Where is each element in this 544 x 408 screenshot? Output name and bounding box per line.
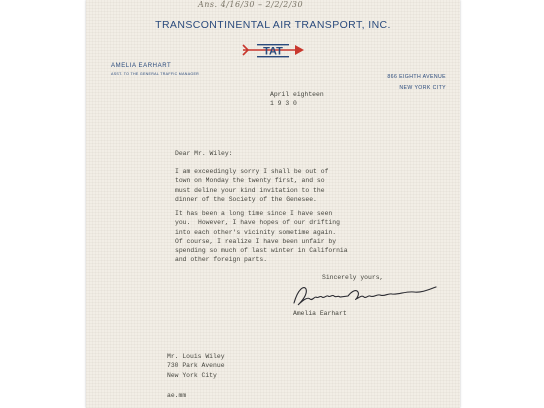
closing: Sincerely yours,	[322, 274, 384, 281]
address-line: 866 EIGHTH AVENUE	[387, 74, 446, 80]
paragraph-2	[175, 209, 348, 265]
date-year: 1 9 3 0	[270, 100, 297, 108]
text-line: must deline your kind invitation to the	[175, 186, 325, 194]
signature	[290, 283, 440, 309]
signature-stroke	[294, 287, 436, 305]
typed-signature-name: Amelia Earhart	[293, 310, 347, 317]
letter-paper	[86, 0, 460, 408]
sender-title: ASST. TO THE GENERAL TRAFFIC MANAGER	[111, 72, 200, 76]
text-line: I am exceedingly sorry I shall be out of	[175, 168, 329, 175]
reference-initials: ae.mm	[167, 392, 187, 399]
paragraph-1	[175, 167, 328, 204]
company-name: TRANSCONTINENTAL AIR TRANSPORT, INC.	[155, 19, 391, 31]
text-line: dinner of the Society of the Genesee.	[175, 195, 317, 203]
text-line: into each other's vicinity sometime again.	[175, 228, 337, 236]
text-line: Of course, I realize I have been unfair by	[175, 237, 337, 245]
address-block	[387, 72, 446, 94]
sender-name: AMELIA EARHART	[111, 63, 172, 69]
tat-logo	[241, 38, 305, 64]
address-city: NEW YORK CITY	[399, 85, 446, 91]
text-line: It has been a long time since I have seen	[175, 210, 333, 217]
sender-block	[111, 63, 199, 76]
letter-date	[270, 90, 324, 109]
text-line: spending so much of last winter in California	[175, 247, 348, 255]
recipient-name: Mr. Louis Wiley	[167, 353, 225, 360]
logo-text: TAT	[263, 45, 283, 58]
salutation: Dear Mr. Wiley:	[175, 150, 233, 157]
recipient-street: 730 Park Avenue	[167, 362, 225, 370]
handwritten-note: Ans. 4/16/30 – 2/2/2/30	[198, 0, 304, 9]
text-line: you. However, I have hopes of our drifting	[175, 219, 340, 227]
recipient-address	[167, 352, 225, 380]
date-line: April eighteen	[270, 91, 324, 98]
recipient-city: New York City	[167, 371, 217, 379]
text-line: and other foreign parts.	[175, 256, 268, 264]
text-line: town on Monday the twenty first, and so	[175, 177, 325, 185]
arrow-head	[295, 45, 304, 55]
